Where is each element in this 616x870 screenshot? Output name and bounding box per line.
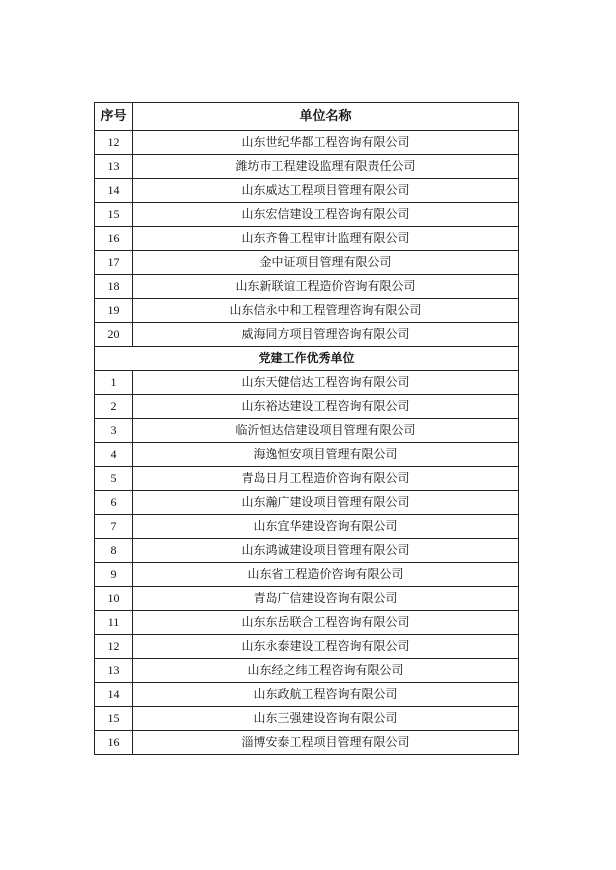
row-seq: 14: [95, 179, 133, 203]
row-seq: 14: [95, 683, 133, 707]
row-seq: 16: [95, 227, 133, 251]
row-unit-name: 山东信永中和工程管理咨询有限公司: [133, 299, 519, 323]
row-seq: 9: [95, 563, 133, 587]
table-row: [95, 731, 519, 755]
table-row: [95, 155, 519, 179]
row-seq: 13: [95, 155, 133, 179]
row-unit-name: 海逸恒安项目管理有限公司: [133, 443, 519, 467]
table-row: [95, 131, 519, 155]
row-seq: 17: [95, 251, 133, 275]
row-seq: 1: [95, 371, 133, 395]
row-unit-name: 山东三强建设咨询有限公司: [133, 707, 519, 731]
table-row: [95, 227, 519, 251]
row-seq: 10: [95, 587, 133, 611]
row-unit-name: 山东齐鲁工程审计监理有限公司: [133, 227, 519, 251]
row-seq: 12: [95, 131, 133, 155]
row-seq: 18: [95, 275, 133, 299]
row-unit-name: 山东省工程造价咨询有限公司: [133, 563, 519, 587]
row-unit-name: 山东威达工程项目管理有限公司: [133, 179, 519, 203]
table-row: [95, 635, 519, 659]
row-seq: 3: [95, 419, 133, 443]
row-seq: 12: [95, 635, 133, 659]
section-title-row: [95, 347, 519, 371]
row-unit-name: 山东宜华建设咨询有限公司: [133, 515, 519, 539]
row-unit-name: 山东鸿诚建设项目管理有限公司: [133, 539, 519, 563]
row-unit-name: 淄博安泰工程项目管理有限公司: [133, 731, 519, 755]
row-unit-name: 山东政航工程咨询有限公司: [133, 683, 519, 707]
row-unit-name: 山东永泰建设工程咨询有限公司: [133, 635, 519, 659]
row-unit-name: 山东经之纬工程咨询有限公司: [133, 659, 519, 683]
table-row: [95, 707, 519, 731]
row-unit-name: 青岛广信建设咨询有限公司: [133, 587, 519, 611]
table-row: [95, 179, 519, 203]
row-unit-name: 山东天健信达工程咨询有限公司: [133, 371, 519, 395]
row-seq: 13: [95, 659, 133, 683]
table-row: [95, 371, 519, 395]
header-unit-name: 单位名称: [133, 103, 519, 131]
unit-list-table: [94, 102, 519, 755]
table-row: [95, 251, 519, 275]
table-header-row: [95, 103, 519, 131]
row-seq: 16: [95, 731, 133, 755]
row-unit-name: 山东瀚广建设项目管理有限公司: [133, 491, 519, 515]
row-unit-name: 威海同方项目管理咨询有限公司: [133, 323, 519, 347]
row-seq: 19: [95, 299, 133, 323]
row-seq: 4: [95, 443, 133, 467]
row-seq: 2: [95, 395, 133, 419]
row-unit-name: 金中证项目管理有限公司: [133, 251, 519, 275]
table-row: [95, 563, 519, 587]
row-unit-name: 山东东岳联合工程咨询有限公司: [133, 611, 519, 635]
table-row: [95, 275, 519, 299]
row-seq: 15: [95, 203, 133, 227]
table-row: [95, 491, 519, 515]
row-seq: 11: [95, 611, 133, 635]
table-row: [95, 467, 519, 491]
header-seq: 序号: [95, 103, 133, 131]
table-row: [95, 659, 519, 683]
table-row: [95, 203, 519, 227]
table-row: [95, 539, 519, 563]
table-row: [95, 683, 519, 707]
row-seq: 5: [95, 467, 133, 491]
row-unit-name: 青岛日月工程造价咨询有限公司: [133, 467, 519, 491]
table-row: [95, 443, 519, 467]
row-seq: 7: [95, 515, 133, 539]
table-row: [95, 299, 519, 323]
section-title: 党建工作优秀单位: [95, 347, 519, 371]
table-row: [95, 323, 519, 347]
row-seq: 8: [95, 539, 133, 563]
row-seq: 6: [95, 491, 133, 515]
table-row: [95, 611, 519, 635]
row-seq: 15: [95, 707, 133, 731]
row-unit-name: 潍坊市工程建设监理有限责任公司: [133, 155, 519, 179]
row-unit-name: 山东裕达建设工程咨询有限公司: [133, 395, 519, 419]
row-unit-name: 山东新联谊工程造价咨询有限公司: [133, 275, 519, 299]
row-unit-name: 山东世纪华都工程咨询有限公司: [133, 131, 519, 155]
table-row: [95, 419, 519, 443]
row-unit-name: 临沂恒达信建设项目管理有限公司: [133, 419, 519, 443]
row-seq: 20: [95, 323, 133, 347]
table-row: [95, 587, 519, 611]
row-unit-name: 山东宏信建设工程咨询有限公司: [133, 203, 519, 227]
table-row: [95, 395, 519, 419]
table-row: [95, 515, 519, 539]
